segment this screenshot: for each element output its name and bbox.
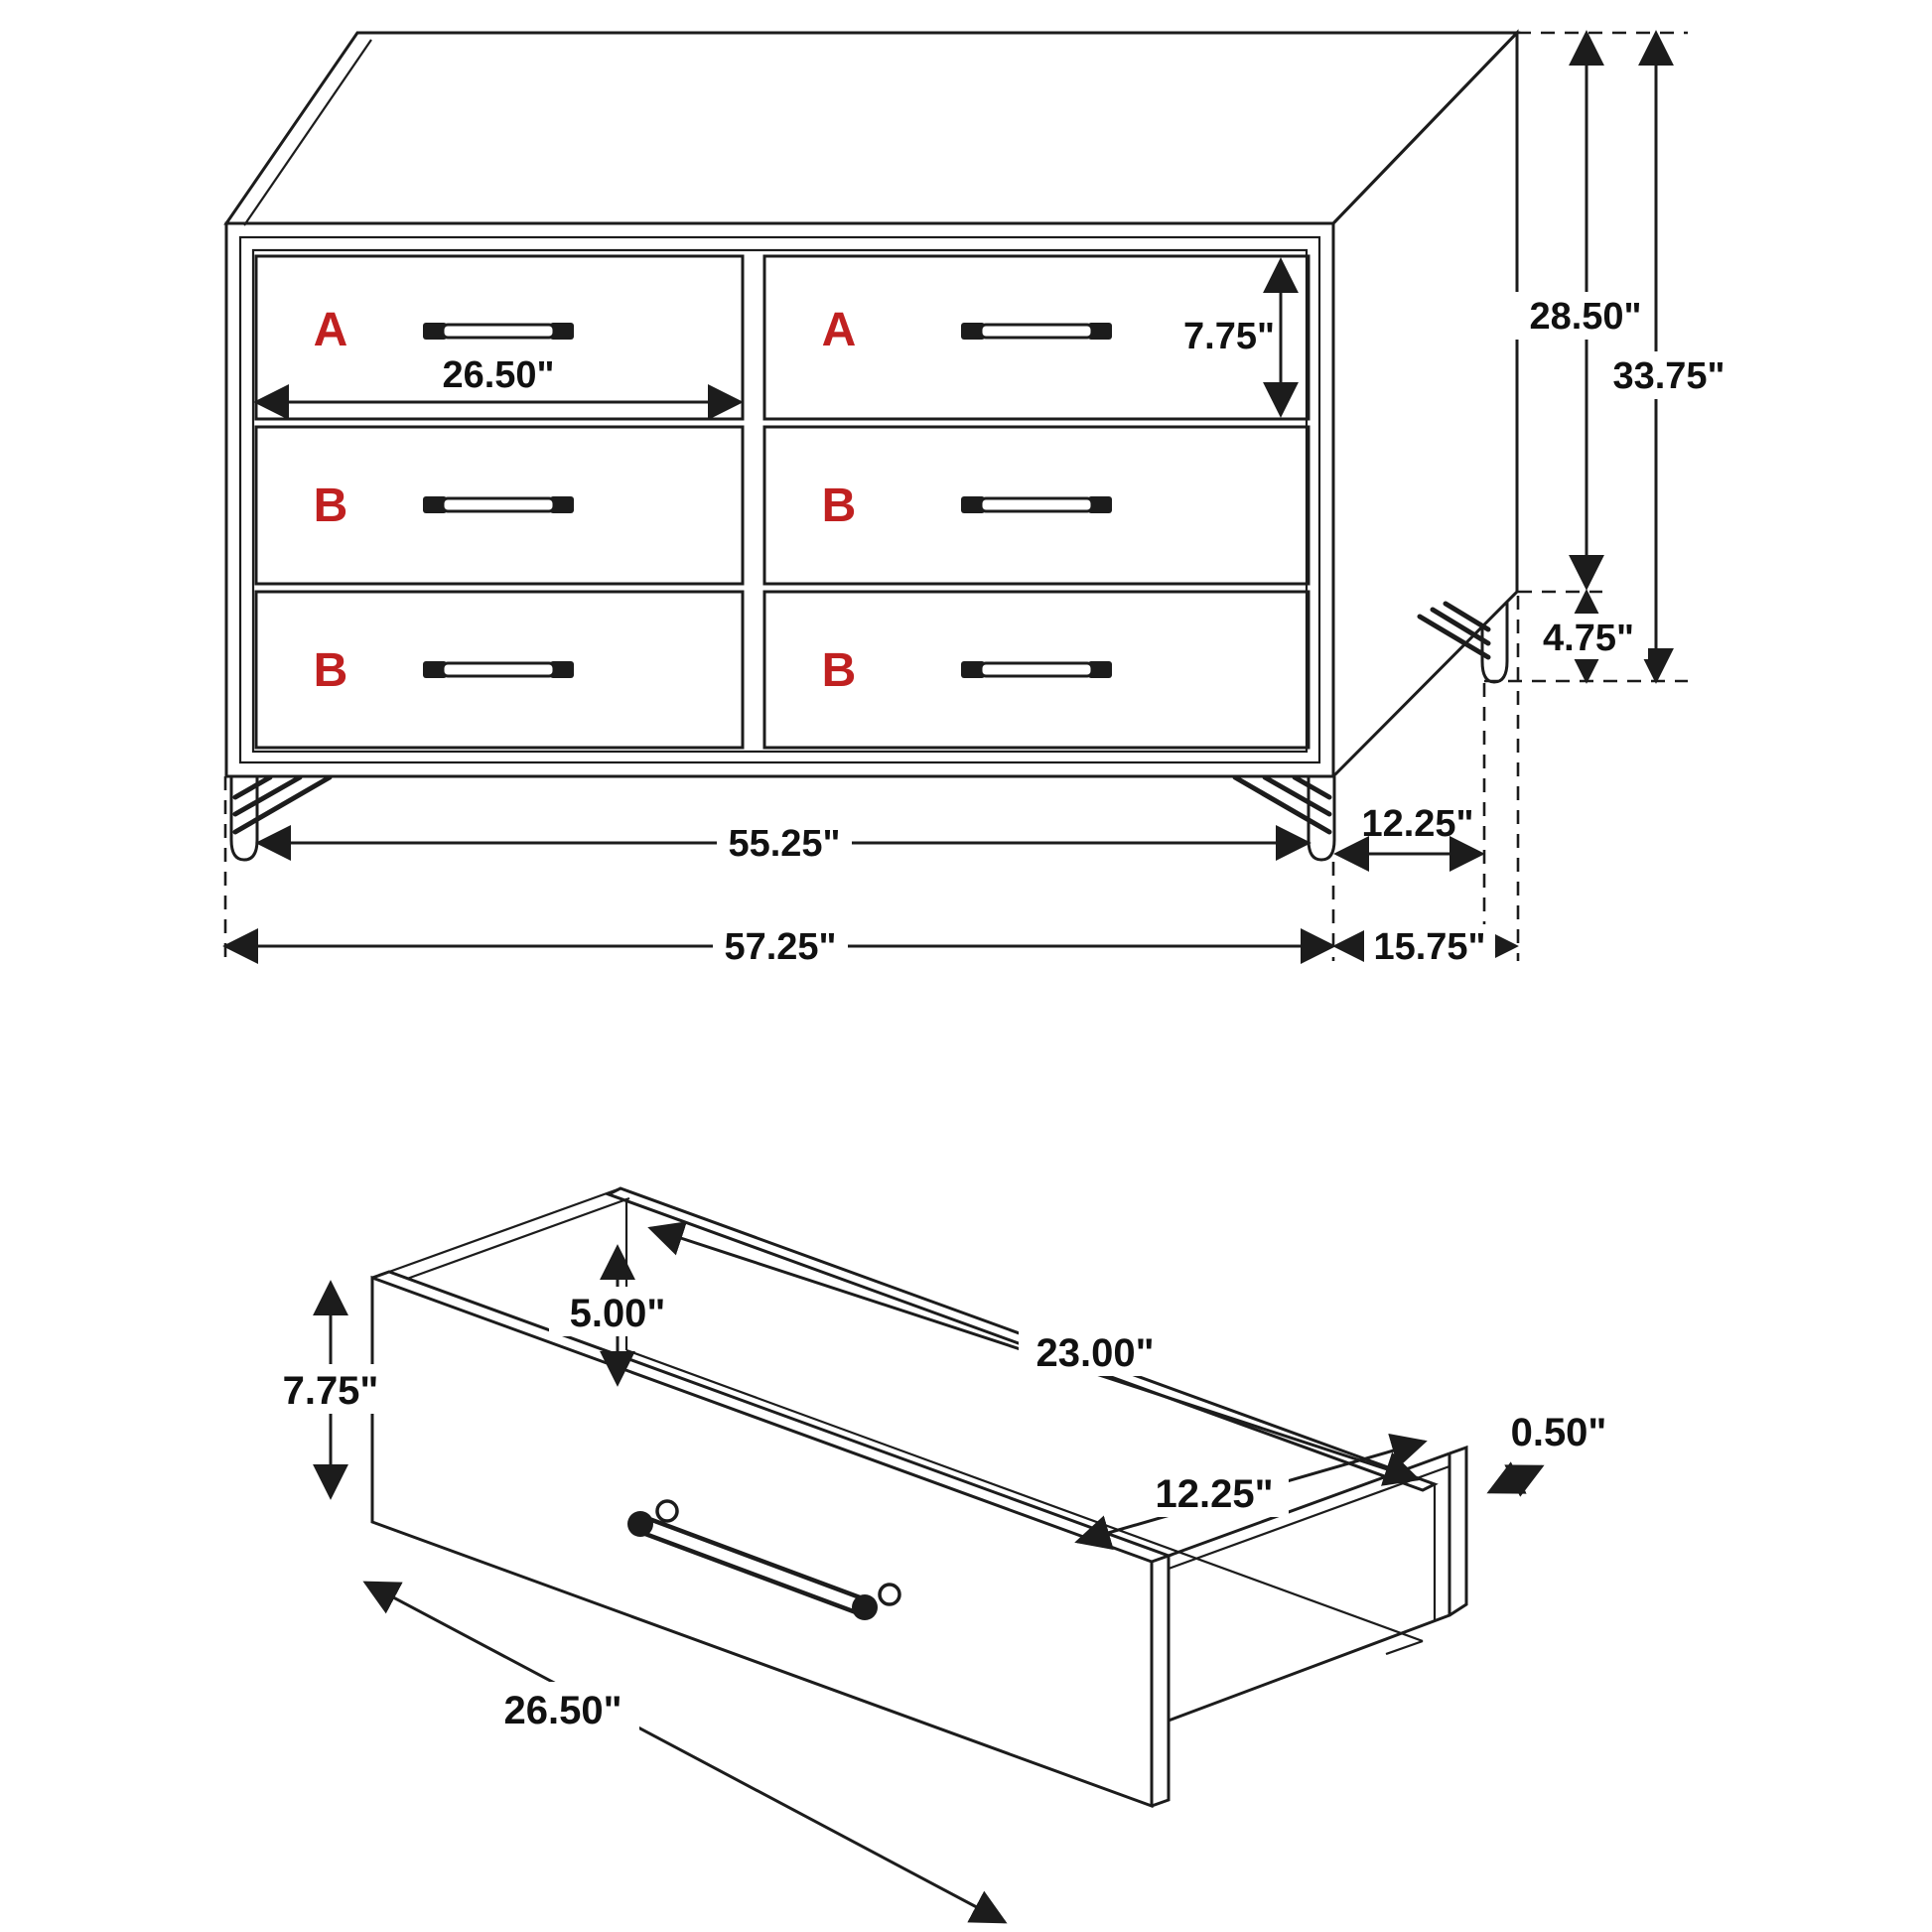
dresser-top-left-bevel: [244, 40, 371, 225]
dim-drawer-width: [256, 354, 741, 402]
drawer-label-a1: A: [313, 304, 348, 356]
dim-body-height: [1513, 33, 1660, 588]
dim-leg-span-width: [258, 820, 1309, 866]
dim-total-depth: [1335, 924, 1516, 968]
detail-dim-interior-length: [650, 1228, 1418, 1479]
dresser-drawer-letters: [314, 304, 857, 697]
detail-dim-front-width-arrow: [365, 1583, 1005, 1922]
drawer-front-end-edge: [1152, 1556, 1169, 1806]
detail-dim-front-height: [262, 1283, 399, 1497]
dim-total-depth-label: 15.75": [1373, 926, 1486, 968]
drawer-floor-right-corner: [1386, 1641, 1423, 1654]
detail-dim-interior-depth-label: 12.25": [1155, 1472, 1274, 1516]
drawer-label-b1: B: [313, 480, 348, 532]
drawer-front-top-edge: [372, 1272, 1169, 1562]
dim-total-height-label: 33.75": [1612, 355, 1725, 397]
dresser-diagram: [225, 33, 1743, 969]
dresser-legs: [231, 603, 1507, 860]
dim-total-height: [1596, 33, 1743, 681]
handle-r1c2: [961, 323, 1112, 340]
dresser-front-mid-frame: [240, 237, 1319, 762]
handle-r3c1: [423, 661, 574, 678]
drawer-detail-diagram: [262, 1188, 1606, 1922]
front-left-leg-coil: [235, 777, 270, 797]
front-right-leg-coil: [1265, 777, 1329, 814]
front-left-leg-coil: [235, 777, 300, 814]
detail-dim-front-width-label: 26.50": [503, 1689, 622, 1732]
detail-dim-interior-height-label: 5.00": [569, 1292, 666, 1335]
drawer-left-wall-inner-edge: [407, 1198, 629, 1279]
drawer-label-b2: B: [821, 480, 857, 532]
drawer-label-b3: B: [313, 644, 348, 697]
dresser-drawer-grid: [256, 256, 1309, 748]
handle-r1c1: [423, 323, 574, 340]
detail-dim-interior-length-label: 23.00": [1035, 1331, 1155, 1375]
front-right-leg-coil: [1295, 777, 1329, 797]
dim-body-height-label: 28.50": [1529, 296, 1642, 338]
dim-drawer-height: [1183, 260, 1281, 415]
drawer-left-wall-outer-edge: [389, 1188, 621, 1272]
dresser-front-inner-frame: [253, 250, 1307, 752]
detail-dim-panel-thickness-arrow: [1489, 1466, 1542, 1492]
dim-leg-span-depth-label: 12.25": [1361, 803, 1474, 845]
dresser-side-face: [1333, 33, 1517, 776]
drawer-floor-back-edge: [626, 1350, 1423, 1641]
handle-r2c2: [961, 496, 1112, 513]
dim-leg-height: [1529, 592, 1648, 681]
dim-total-width: [225, 923, 1333, 969]
dim-total-width-label: 57.25": [724, 926, 837, 968]
dim-leg-span-label: 55.25": [728, 823, 841, 865]
back-right-leg-coil: [1446, 604, 1488, 629]
drawer-detail-handle: [627, 1501, 899, 1620]
detail-dim-front-width: [365, 1583, 1005, 1922]
detail-dim-front-height-label: 7.75": [282, 1369, 379, 1413]
detail-dim-panel-thickness: [1489, 1411, 1606, 1492]
dim-leg-span-depth: [1336, 803, 1482, 854]
dim-drawer-height-label: 7.75": [1183, 316, 1275, 357]
drawer-label-a2: A: [821, 304, 857, 356]
handle-r2c1: [423, 496, 574, 513]
drawer-side-wall-end-cap: [1449, 1448, 1466, 1615]
drawer-label-b4: B: [821, 644, 857, 697]
dresser-front-outer-frame: [226, 223, 1333, 776]
dim-leg-height-label: 4.75": [1543, 618, 1634, 659]
dim-drawer-width-label: 26.50": [442, 354, 555, 396]
handle-r3c2: [961, 661, 1112, 678]
dresser-top-face: [226, 33, 1517, 223]
detail-dim-panel-thickness-label: 0.50": [1510, 1411, 1607, 1454]
